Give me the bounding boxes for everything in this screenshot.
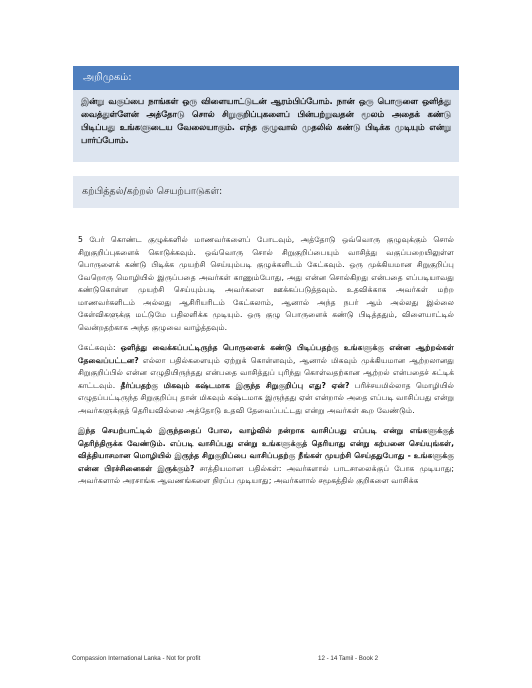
instructions-text: 5 பேர் கொண்ட குழுக்களில் மாணவர்களைப் போடவும், அத்தோடு ஒவ்வொரு குழுவுக்கும் சொல் சிறுகுறிப்புகளைக் கொடுக்கவும். ஒவ்வொரு சொல் சிறுகுறிப்பையும் வாசித்து வகுப்பறையிலுள்ள பொருளைக் கண்டு பிடிக்க முயற்சி செய்யும்படி குழுக்களிடம் கேட்கவும். ஒரு முக்கியமான சிறுகுறிப்பு வேறொரு மொழியில் இருப்பதை அவர்கள் காணும்போது, அது என்ன சொல்கிறது என்பதை எப்படியாவது கண்டுகொள்ள முயற்சி செய்யும்படி அவர்களை ஊக்கப்படுத்தவும். உதவிக்காக அவர்கள் மற்ற மாணவர்களிடம் அல்லது ஆசிரியரிடம் கேட்கலாம், ஆனால் அந்த நபர் ஆம் அல்லது இல்லை கேள்விகளுக்கு மட்டுமே பதிலளிக்க முடியும். ஒரு குழு பொருளைக் கண்டு பிடித்ததும், விளையாட்டில் வென்றதற்காக அந்த குழுவை வாழ்த்தவும். xyxy=(78,235,454,332)
answer-hardest-clue: பரிச்சயமில்லாத மொழியில் எழுதப்பட்டிருந்த சிறுகுறிப்பு தான் மிகவும் கஷ்டமாக இருந்தது ஏன் என்றால் அதை எப்படி வாசிப்பது என்று அவர்களுக்குத் தெரியவில்லை அத்தோடு உதவி தேவைப்பட்டது என்று அவர்கள் கூற வேண்டும். xyxy=(78,380,454,415)
activities-title: கற்பித்தல்/கற்றல் செயற்பாடுகள்: xyxy=(82,186,223,197)
intro-title: அறிமுகம்: xyxy=(83,72,132,83)
intro-heading-bar xyxy=(73,66,459,90)
intro-text-box xyxy=(73,90,459,162)
footer-organization: Compassion International Lanka - Not for profit xyxy=(72,655,201,662)
page-footer xyxy=(72,655,464,667)
question-imagine: இந்த செயற்பாட்டில் இருந்ததைப் போல, வாழ்வில் நன்றாக வாசிப்பது எப்படி என்று எங்களுக்குத் தெரிந்திருக்க வேண்டும். எப்படி வாசிப்பது என்று உங்களுக்குத் தெரியாது என்று கற்பனை செய்யுங்கள், வித்தியாசமான மொழியில் இருந்த சிறுகுறிப்பை வாசிப்பதற்கு நீங்கள் முயற்சி செய்ததுபோது - உங்களுக்கு என்ன பிரச்சினைகள் இருக்கும்? xyxy=(78,426,454,473)
answer-skills: எல்லா பதில்களையும் ஏற்றுக் கொள்ளவும், ஆனால் மிகவும் முக்கியமான ஆற்றலானது சிறுகுறிப்பில் என்ன எழுதியிருந்தது என்பதை வாசித்துப் புரிந்து கொள்வதற்கான ஆற்றல் என்பதைச் சுட்டிக் காட்டவும். xyxy=(78,355,454,390)
answer-possible: சாத்தியமான பதில்கள்: அவர்களால் பாடசாலைக்குப் போக முடியாது; அவர்களால் அரசாங்க ஆவணங்களை நிரப்ப முடியாது; அவர்களால் சமூகத்தில் குறிகளை வாசிக்க xyxy=(78,463,454,485)
paragraph-questions xyxy=(78,342,454,417)
paragraph-instructions xyxy=(78,234,454,334)
ask-lead: கேட்கவும்: xyxy=(78,343,116,352)
question-skills: ஒளித்து வைக்கப்பட்டிருந்த பொருளைக் கண்டு பிடிப்பதற்கு உங்களுக்கு என்ன ஆற்றல்கள் தேவைப்பட்டன? xyxy=(78,343,454,365)
question-hardest-clue: தீர்ப்பதற்கு மிகவும் கஷ்டமாக இருந்த சிறுகுறிப்பு எது? ஏன்? xyxy=(120,380,350,390)
activities-heading-bar xyxy=(73,176,459,208)
intro-text: இன்று வகுப்பை நாங்கள் ஒரு விளையாட்டுடன் ஆரம்பிப்போம். நான் ஒரு பொருளை ஒளித்து வைத்துள்ளேன் அத்தோடு சொல் சிறுகுறிப்புகளைப் பின்பற்றுவதன் மூலம் அதைக் கண்டு பிடிப்பது உங்களுடைய வேலையாகும். எந்த குழுவால் முதலில் கண்டு பிடிக்க முடியும் என்று பார்ப்போம். xyxy=(81,96,451,145)
main-content xyxy=(78,234,454,496)
paragraph-reflection xyxy=(78,425,454,488)
footer-book-info: 12 - 14 Tamil - Book 2 xyxy=(318,655,379,662)
